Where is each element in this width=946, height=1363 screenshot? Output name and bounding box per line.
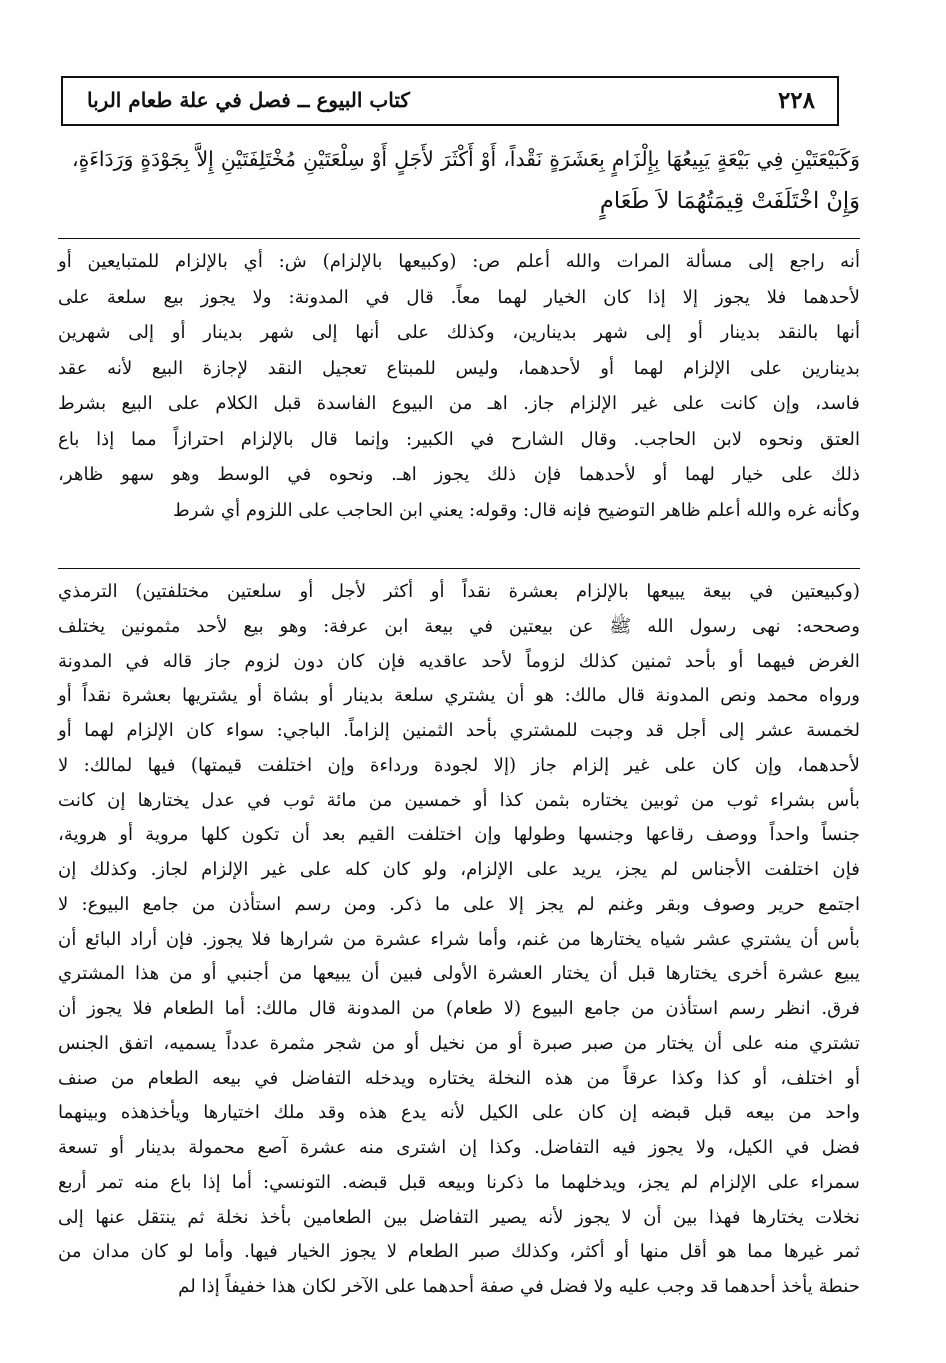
separator-rule [58, 238, 860, 239]
page-header [61, 76, 839, 126]
commentary-line: لأحدهما، وإن كان على غير إلزام جاز (إلا لجودة ورداءة وإن اختلفت قيمتها) فيها لمالك: لا [58, 754, 860, 776]
page-number: ٢٢٨ [777, 87, 815, 114]
commentary-line: فرق. انظر رسم استأذن من جامع البيوع (لا طعام) من المدونة قال مالك: أما الطعام فلا يجوز أن [58, 998, 860, 1019]
separator-rule [58, 568, 860, 569]
commentary-first [58, 244, 860, 528]
commentary-line: تشتري منه على أن يختار من صبر صبرة أو من نخيل أو من شجر مثمرة عدداً يسميه، اتفق الجنس [58, 1032, 860, 1054]
commentary-line: الغرض فيهما أو بأحد ثمنين كذلك لزوماً لأحد عاقديه فإن كان دون لزوم جاز قاله في المدونة [58, 650, 860, 672]
commentary-line: فإن اختلفت الأجناس لم يجز، يريد على الإلزام، ولو كان كله على غير الإلزام لجاز. وكذلك إن [58, 859, 860, 880]
commentary-line: العتق ونحوه لابن الحاجب. وقال الشارح في الكبير: وإنما قال بالإلزام احترازاً مما إذا باع [58, 428, 860, 450]
commentary-line: فضل في الكيل، ولا يجوز فيه التفاضل. وكذا إن اشترى منه عشرة آصع محمولة بدينار أو تسعة [58, 1137, 860, 1158]
main-text-line: وَإِنْ اخْتَلَفَتْ قِيمَتُهُمَا لاَ طَعَامٍ [599, 188, 860, 214]
commentary-line: أنها بالنقد بدينار أو إلى شهر بدينارين، وكذلك على أنها إلى شهر بدينار أو إلى شهرين [58, 322, 860, 343]
commentary-line: حنطة يأخذ أحدهما قد وجب عليه ولا فضل في صفة أحدهما على الآخر لكان هذا خفيفاً إذا لم [178, 1276, 860, 1297]
commentary-line: اجتمع حرير وصوف وبقر وغنم لم يجز إلا على ما ذكر. ومن رسم استأذن من جامع البيوع: لا [58, 893, 860, 915]
commentary-line: وصححه: نهى رسول الله ﷺ عن بيعتين في بيعة ابن عرفة: وهو بيع لأحد مثمونين يختلف [58, 615, 860, 637]
commentary-line: بدينارين على الإلزام لهما أو لأحدهما، وليس للمبتاع تعجيل النقد لإجازة البيع لأنه عقد [58, 357, 860, 379]
commentary-line: بأس أن يشتري عشر شياه يختارها من غنم، وأما شراء عشرة من شرارها فلا يجوز. فإن أراد البائع أن [58, 928, 860, 950]
commentary-line: ذلك على خيار لهما أو لأحدهما فإن ذلك يجوز اهـ. ونحوه في الوسط وهو سهو ظاهر، [58, 464, 860, 485]
commentary-line: واحد من بيعه قبل قبضه إن كان على الكيل لأنه يدع هذه وقد ملك اختيارها ويأخذهذه وبينهما [58, 1102, 860, 1124]
commentary-line: ثمر غيرها مما هو أقل منها أو أكثر، وكذلك صبر الطعام لا يجوز الخيار فيها. وأما لو كان مدان من [58, 1241, 860, 1263]
commentary-line: وكأنه غره والله أعلم ظاهر التوضيح فإنه قال: وقوله: يعني ابن الحاجب على اللزوم أي شرط [172, 499, 860, 521]
commentary-line: سمراء على الإلزام لم يجز، ويدخلهما ما ذكرنا وبيعه قبل قبضه. التونسي: أما إذا باع منه تمر أربع [58, 1171, 860, 1193]
commentary-line: أو اختلف، أو كذا وكذا عرقاً من هذه النخلة يختاره ويدخله التفاضل في بيعه الطعام من صنف [58, 1067, 860, 1089]
main-text [72, 138, 860, 222]
commentary-line: (وكبيعتين في بيعة يبيعها بالإلزام بعشرة نقداً أو أكثر لأجل أو سلعتين مختلفتين) الترمذي [58, 581, 860, 602]
running-title: كتاب البيوع ــ فصل في علة طعام الربا [87, 88, 410, 112]
commentary-second [58, 575, 860, 1305]
main-text-line: وَكَبَيْعَتَيْنِ فِي بَيْعَةٍ يَبِيعُهَا بِإِلْزَامٍ بِعَشَرَةٍ نَقْداً، أَوْ أَكْثَرَ لأَجَلٍ أَوْ سِلْعَتَيْنِ مُخْتَلِفَتَيْنِ إِلاَّ بِجَوْدَةٍ وَرَدَاءَةٍ، [72, 147, 860, 171]
commentary-line: ورواه محمد ونص المدونة قال مالك: هو أن يشتري سلعة بدينار أو بشاة أو يشتريها بعشرة نقداً أو [58, 685, 860, 707]
commentary-line: بأس بشراء ثوب من ثوبين يختاره بثمن كذا أو خمسين من مائة ثوب في عدل يختارها إن كانت [58, 789, 860, 811]
commentary-line: أنه راجع إلى مسألة المرات والله أعلم ص: (وكبيعها بالإلزام) ش: أي بالإلزام للمتبايعين أو [58, 251, 860, 272]
commentary-line: لأحدهما فلا يجوز إلا إذا كان الخيار لهما معاً. قال في المدونة: ولا يجوز بيع سلعة على [58, 286, 860, 308]
commentary-line: لخمسة عشر إلى أجل قد وجبت للمشتري بأحد الثمنين إلزاماً. الباجي: سواء كان الإلزام لهما أو [58, 720, 860, 741]
commentary-line: يبيع عشرة أخرى يختارها قبل أن يختار العشرة الأولى فبين أن يبيعها من أجنبي أو من هذا المشتري [58, 963, 860, 985]
commentary-line: جنساً واحداً ووصف رقاعها وجنسها وطولها وإن اختلفت القيم بعد أن تكون كلها مروية أو هروية، [58, 824, 860, 846]
commentary-line: نخلات يختارها فهذا بين أن لا يجوز لأنه يصير التفاضل بين الطعامين بأخذ نخلة ثم ينتقل عنها إلى [58, 1206, 860, 1228]
commentary-line: فاسد، وإن كانت على غير الإلزام جاز. اهـ من البيوع الفاسدة قبل الكلام على البيع بشرط [58, 393, 860, 414]
